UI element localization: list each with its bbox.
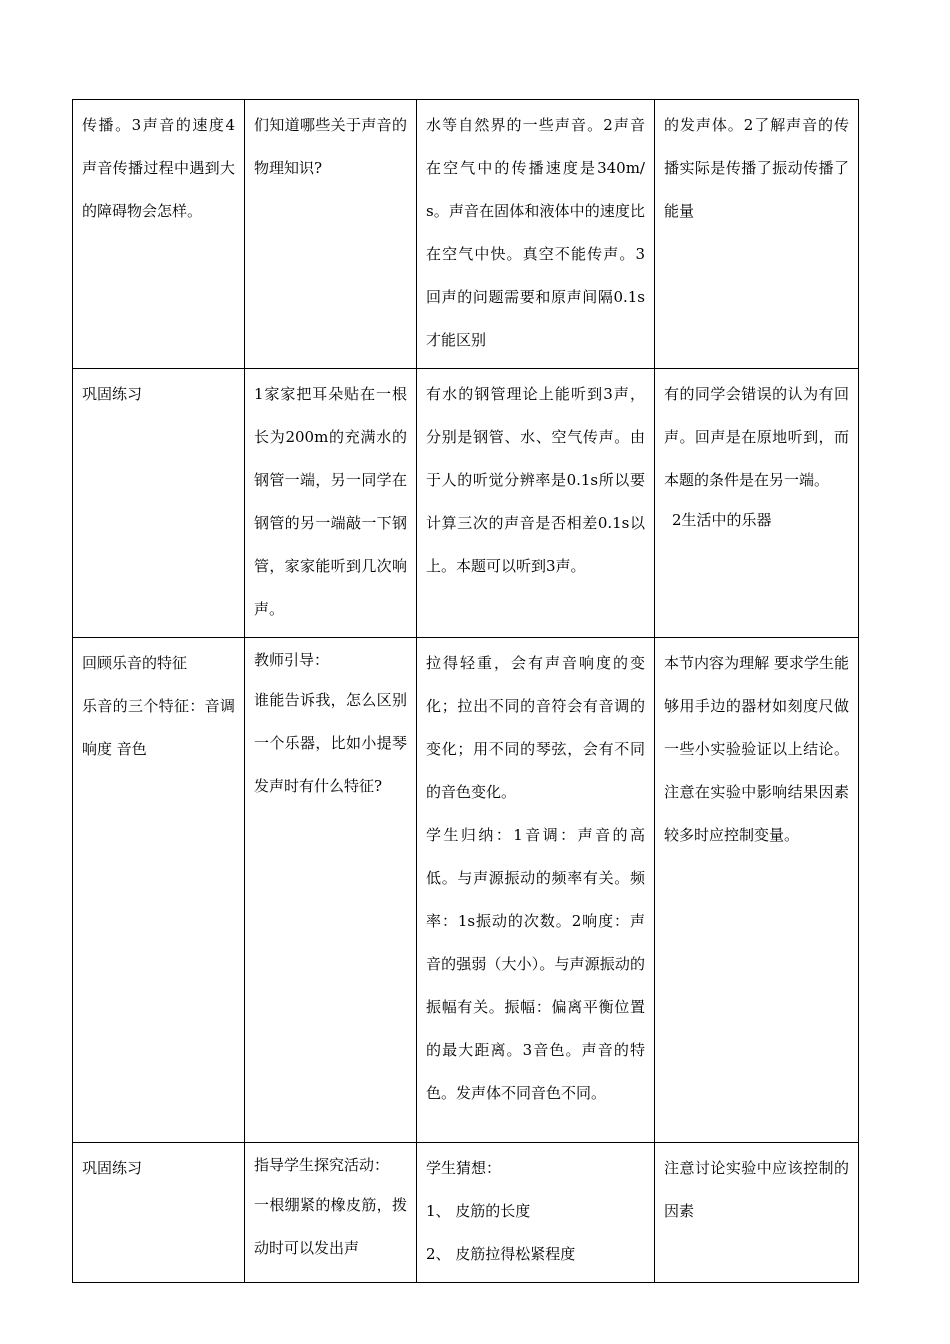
cell-text: 们知道哪些关于声音的物理知识?: [254, 116, 407, 177]
table-row: [73, 1143, 859, 1283]
cell-text: 拉得轻重，会有声音响度的变化；拉出不同的音符会有音调的变化；用不同的琴弦，会有不同的音色变化。: [426, 654, 645, 801]
table-row: [73, 100, 859, 369]
table-cell: [417, 1143, 655, 1283]
table-cell: [245, 369, 417, 638]
table-cell: [417, 638, 655, 1143]
cell-text: 巩固练习: [82, 1159, 143, 1177]
cell-text: 乐音的三个特征：音调 响度 音色: [82, 697, 235, 758]
cell-text: 一根绷紧的橡皮筋，拨动时可以发出声: [254, 1196, 407, 1257]
table-cell: [245, 1143, 417, 1283]
table-cell: [245, 100, 417, 369]
table-row: [73, 638, 859, 1143]
cell-text: 谁能告诉我，怎么区别一个乐器，比如小提琴发声时有什么特征?: [254, 691, 407, 795]
cell-text: 学生猜想：: [426, 1159, 502, 1177]
table-cell: [245, 638, 417, 1143]
cell-text: 水等自然界的一些声音。2声音在空气中的传播速度是340m/s。声音在固体和液体中的速度比在空气中快。真空不能传声。3回声的问题需要和原声间隔0.1s才能区别: [426, 116, 645, 349]
table-cell: [417, 100, 655, 369]
cell-text: 巩固练习: [82, 385, 143, 403]
lesson-plan-table: [72, 99, 859, 1283]
cell-text: 2生活中的乐器: [672, 511, 772, 529]
cell-text: 的发声体。2了解声音的传播实际是传播了振动传播了能量: [664, 116, 849, 220]
cell-text: 学生归纳：1音调：声音的高低。与声源振动的频率有关。频率：1s振动的次数。2响度：声音的强弱（大小）。与声源振动的振幅有关。振幅：偏离平衡位置的最大距离。3音色。声音的特色。发声体不同音色不同。: [426, 826, 645, 1102]
cell-text: 传播。3声音的速度4声音传播过程中遇到大的障碍物会怎样。: [82, 116, 235, 220]
table-cell: [73, 100, 245, 369]
table-cell: [73, 638, 245, 1143]
cell-text: 本节内容为理解 要求学生能够用手边的器材如刻度尺做一些小实验验证以上结论。注意在实验中影响结果因素较多时应控制变量。: [664, 654, 849, 844]
table-cell: [417, 369, 655, 638]
cell-text: 有水的钢管理论上能听到3声，分别是钢管、水、空气传声。由于人的听觉分辨率是0.1s所以要计算三次的声音是否相差0.1s以上。本题可以听到3声。: [426, 385, 645, 575]
cell-text: 1家家把耳朵贴在一根长为200m的充满水的钢管一端，另一同学在钢管的另一端敲一下钢管，家家能听到几次响声。: [254, 385, 407, 618]
cell-text: 回顾乐音的特征: [82, 654, 188, 672]
table-cell: [73, 369, 245, 638]
cell-text: 教师引导：: [254, 651, 330, 669]
cell-text: 有的同学会错误的认为有回声。回声是在原地听到，而本题的条件是在另一端。: [664, 385, 849, 489]
cell-text: 注意讨论实验中应该控制的因素: [664, 1159, 849, 1220]
table-cell: [655, 369, 859, 638]
table-cell: [73, 1143, 245, 1283]
table-cell: [655, 100, 859, 369]
table-cell: [655, 638, 859, 1143]
cell-text: 指导学生探究活动：: [254, 1156, 390, 1174]
cell-text: 1、 皮筋的长度: [426, 1202, 531, 1220]
table-cell: [655, 1143, 859, 1283]
table-row: [73, 369, 859, 638]
cell-text: 2、 皮筋拉得松紧程度: [426, 1245, 576, 1263]
